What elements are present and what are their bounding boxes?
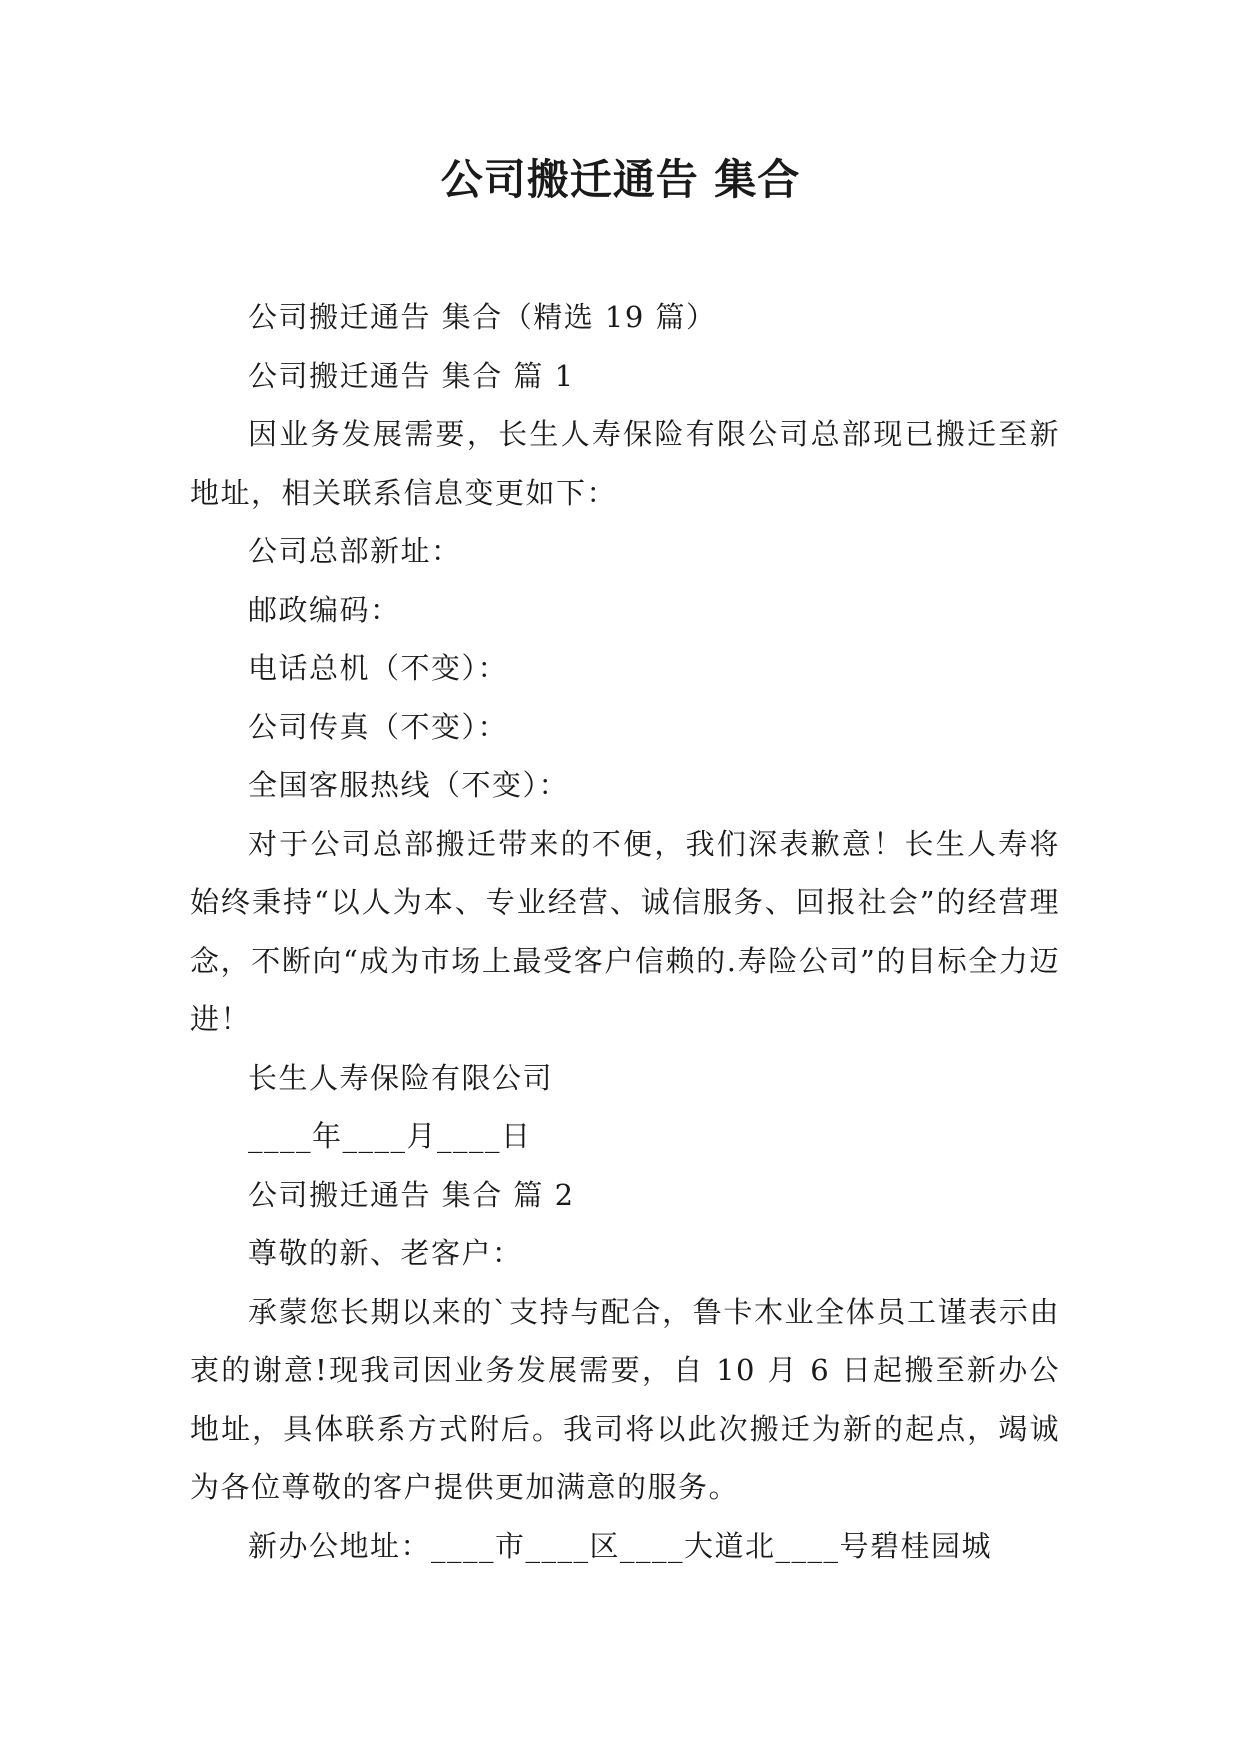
paragraph: 对于公司总部搬迁带来的不便，我们深表歉意！长生人寿将始终秉持“以人为本、专业经营、诚信服务、回报社会”的经营理念，不断向“成为市场上最受客户信赖的.寿险公司”的目标全力迈进！: [190, 826, 1060, 1036]
paragraph: 公司传真（不变）：: [248, 709, 509, 744]
document-body: [190, 288, 1060, 1575]
signature-date: ____年____月____日: [248, 1119, 532, 1153]
signature-company: 长生人寿保险有限公司: [248, 1060, 554, 1095]
paragraph: 邮政编码：: [248, 592, 401, 627]
paragraph: 新办公地址：____市____区____大道北____号碧桂园城: [248, 1528, 993, 1563]
paragraph: 电话总机（不变）：: [248, 651, 509, 685]
section-heading: 公司搬迁通告 集合 篇 2: [248, 1177, 575, 1212]
paragraph: 尊敬的新、老客户：: [248, 1236, 523, 1270]
section-heading: 公司搬迁通告 集合 篇 1: [248, 358, 575, 393]
paragraph: 承蒙您长期以来的`支持与配合，鲁卡木业全体员工谨表示由衷的谢意!现我司因业务发展需要，自 10 月 6 日起搬至新办公地址，具体联系方式附后。我司将以此次搬迁为新的起点，竭诚为各位尊敬的客户提供更加满意的服务。: [190, 1294, 1060, 1504]
paragraph: 全国客服热线（不变）：: [248, 768, 570, 802]
paragraph: 公司总部新址：: [248, 534, 462, 568]
paragraph: 公司搬迁通告 集合（精选 19 篇）: [248, 300, 717, 334]
paragraph: 因业务发展需要，长生人寿保险有限公司总部现已搬迁至新地址，相关联系信息变更如下：: [190, 417, 1060, 510]
document-title: 公司搬迁通告 集合: [440, 155, 801, 204]
